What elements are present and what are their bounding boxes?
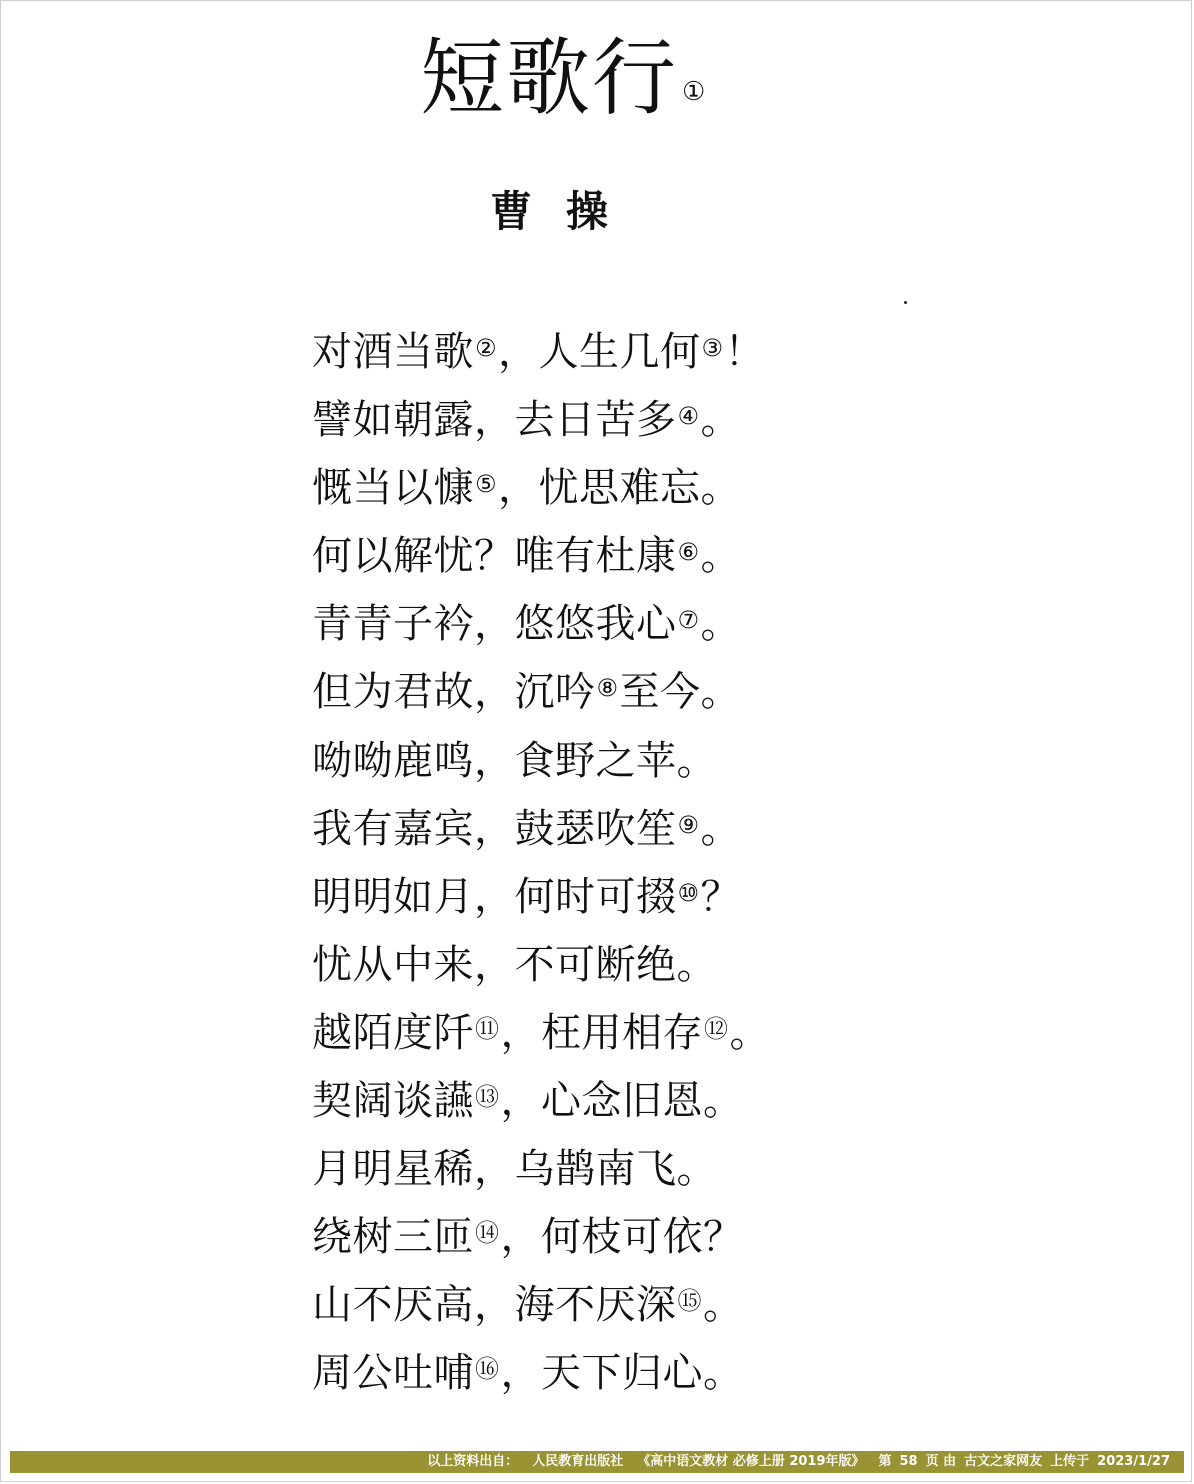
poem-line-text: 契阔谈讌 bbox=[312, 1078, 474, 1125]
footer-publisher: 人民教育出版社 bbox=[532, 1454, 624, 1469]
poem-line bbox=[312, 590, 872, 658]
footer-uploader: 古文之家网友 bbox=[964, 1454, 1043, 1469]
poem-line-text: 越陌度阡 bbox=[312, 1009, 474, 1056]
poem-line-text: 绕树三匝 bbox=[312, 1214, 474, 1261]
poem-line-text: 青青子衿，悠悠我心 bbox=[312, 601, 677, 648]
poem-line-text: 何以解忧？唯有杜康 bbox=[312, 533, 677, 580]
footer-source-label: 以上资料出自： bbox=[427, 1454, 519, 1469]
source-footer bbox=[10, 1451, 1184, 1473]
poem-line-text: 。 bbox=[703, 1282, 744, 1329]
poem-line-text: 。 bbox=[700, 533, 742, 580]
poem-line-text: ，天下归心。 bbox=[500, 1350, 744, 1397]
poem-line bbox=[312, 386, 872, 454]
poem-line-text: 至今。 bbox=[619, 669, 742, 716]
poem-line bbox=[312, 318, 872, 386]
footnote-marker[interactable]: ② bbox=[475, 334, 498, 362]
poem-line-text: 我有嘉宾，鼓瑟吹笙 bbox=[312, 805, 677, 852]
footnote-marker[interactable]: ⑥ bbox=[677, 538, 700, 567]
footnote-marker[interactable]: ⑬ bbox=[475, 1083, 500, 1112]
poem-author: 曹操 bbox=[490, 187, 643, 236]
poem-line-text: 周公吐哺 bbox=[312, 1350, 474, 1397]
footnote-marker[interactable]: ⑭ bbox=[475, 1219, 500, 1248]
poem-line bbox=[312, 1339, 872, 1407]
footer-page-number: 58 bbox=[899, 1454, 918, 1469]
footnote-marker[interactable]: ⑫ bbox=[704, 1014, 729, 1043]
footer-upload-date: 2023/1/27 bbox=[1097, 1454, 1170, 1469]
poem-line-text: 慨当以慷 bbox=[312, 465, 474, 512]
poem-line bbox=[312, 727, 872, 795]
footnote-marker[interactable]: ⑧ bbox=[596, 674, 619, 703]
poem-title bbox=[420, 28, 707, 128]
poem-line bbox=[312, 931, 872, 999]
title-footnote-marker[interactable]: ① bbox=[682, 77, 708, 107]
footer-page-prefix: 第 bbox=[878, 1454, 892, 1469]
poem-line bbox=[312, 454, 872, 522]
poem-line-text: ！ bbox=[724, 329, 766, 375]
poem-line bbox=[312, 999, 872, 1067]
poem-title-text: 短歌行 bbox=[420, 29, 679, 127]
poem-body bbox=[312, 318, 872, 1408]
poem-line-text: ？ bbox=[700, 873, 742, 920]
footnote-marker[interactable]: ③ bbox=[701, 334, 724, 362]
footnote-marker[interactable]: ⑮ bbox=[677, 1287, 702, 1316]
poem-line bbox=[312, 522, 872, 590]
poem-line-text: ，枉用相存 bbox=[500, 1009, 703, 1056]
poem-line bbox=[312, 863, 872, 931]
footnote-marker[interactable]: ④ bbox=[677, 402, 700, 431]
poem-line-text: 忧从中来，不可断绝。 bbox=[312, 941, 717, 988]
poem-line-text: 。 bbox=[700, 805, 742, 852]
footnote-marker[interactable]: ⑪ bbox=[475, 1014, 500, 1043]
footnote-marker[interactable]: ⑨ bbox=[677, 810, 700, 839]
poem-line-text: ，忧思难忘。 bbox=[498, 465, 742, 512]
poem-line bbox=[312, 1067, 872, 1135]
footnote-marker[interactable]: ⑯ bbox=[475, 1355, 500, 1384]
poem-line bbox=[312, 1135, 872, 1203]
poem-line-text: 。 bbox=[700, 397, 742, 444]
poem-line-text: 山不厌高，海不厌深 bbox=[312, 1282, 677, 1329]
footer-uploaded-label: 上传于 bbox=[1050, 1454, 1090, 1469]
poem-line bbox=[312, 1271, 872, 1339]
footnote-marker[interactable]: ⑩ bbox=[677, 878, 700, 907]
poem-line-text: ，人生几何 bbox=[498, 329, 701, 375]
poem-line bbox=[312, 658, 872, 726]
footer-page-suffix: 页 由 bbox=[925, 1454, 957, 1469]
footnote-marker[interactable]: ⑤ bbox=[475, 470, 498, 499]
poem-line-text: ，何枝可依？ bbox=[500, 1214, 744, 1261]
poem-line-text: 明明如月，何时可掇 bbox=[312, 873, 677, 920]
footnote-marker[interactable]: ⑦ bbox=[677, 606, 700, 635]
poem-line-text: 呦呦鹿鸣，食野之苹。 bbox=[312, 737, 717, 784]
scan-speck bbox=[904, 301, 907, 304]
poem-line bbox=[312, 1203, 872, 1271]
poem-line-text: 。 bbox=[729, 1009, 770, 1056]
footer-book: 《高中语文教材 必修上册 2019年版》 bbox=[637, 1454, 865, 1469]
poem-line-text: 对酒当歌 bbox=[312, 329, 474, 375]
poem-line-text: 譬如朝露，去日苦多 bbox=[312, 397, 677, 444]
poem-line-text: ，心念旧恩。 bbox=[500, 1078, 744, 1125]
poem-line-text: 月明星稀，乌鹊南飞。 bbox=[312, 1146, 717, 1193]
poem-line-text: 。 bbox=[700, 601, 742, 648]
poem-line bbox=[312, 795, 872, 863]
poem-line-text: 但为君故，沉吟 bbox=[312, 669, 596, 716]
